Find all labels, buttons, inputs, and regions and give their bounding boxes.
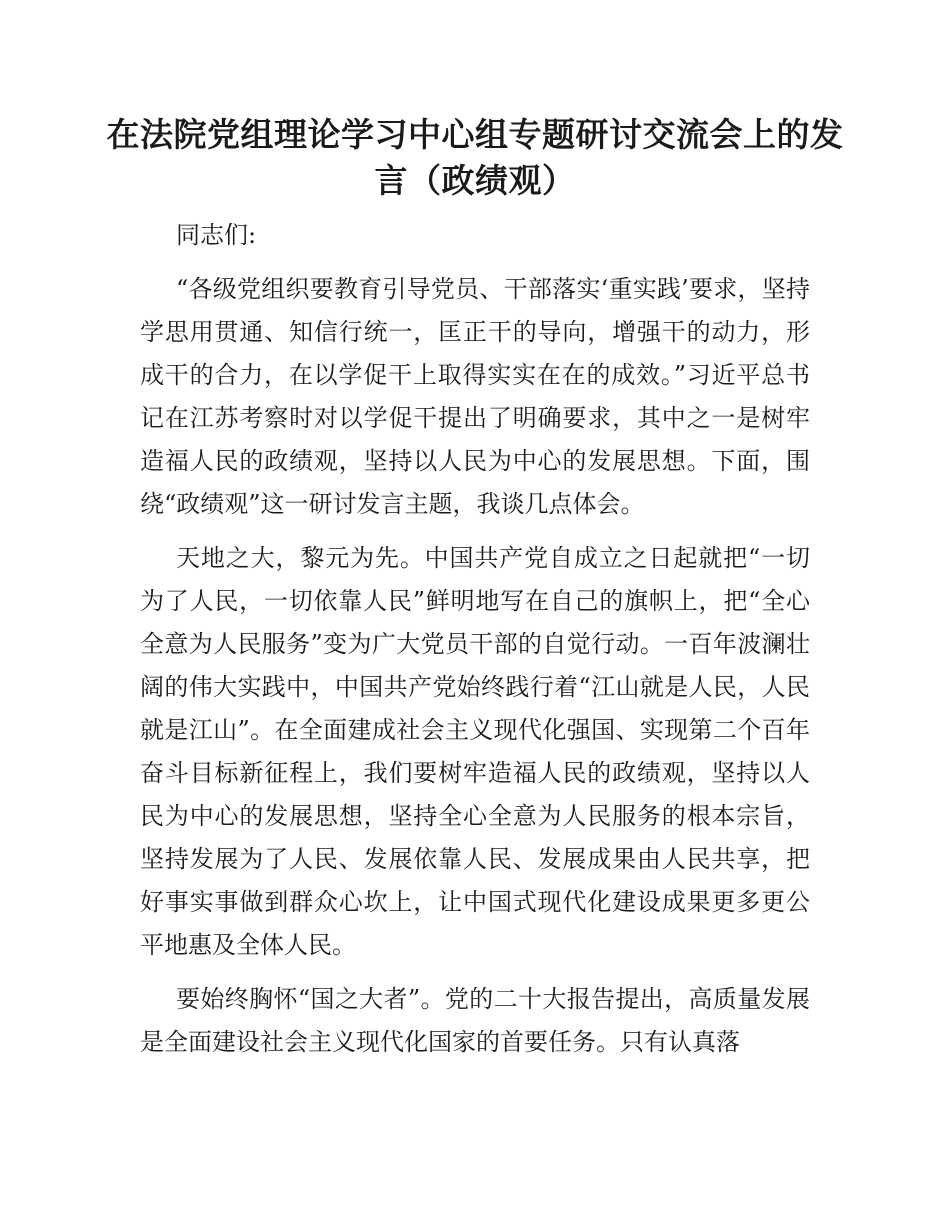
document-title: 在法院党组理论学习中心组专题研讨交流会上的发言（政绩观） <box>106 115 844 200</box>
paragraph-2: 天地之大，黎元为先。中国共产党自成立之日起就把“一切为了人民，一切依靠人民”鲜明地写在自己的旗帜上，把“全心全意为人民服务”变为广大党员干部的自觉行动。一百年波澜壮阔的伟大实践中，中国共产党始终践行着“江山就是人民，人民就是江山”。在全面建成社会主义现代化强国、实现第二个百年奋斗目标新征程上，我们要树牢造福人民的政绩观，坚持以人民为中心的发展思想，坚持全心全意为人民服务的根本宗旨，坚持发展为了人民、发展依靠人民、发展成果由人民共享，把好事实事做到群众心坎上，让中国式现代化建设成果更多更公平地惠及全体人民。 <box>140 544 810 959</box>
paragraph-1: “各级党组织要教育引导党员、干部落实‘重实践’要求，坚持学思用贯通、知信行统一，匡正干的导向，增强干的动力，形成干的合力，在以学促干上取得实实在在的成效。”习近平总书记在江苏考察时对以学促干提出了明确要求，其中之一是树牢造福人民的政绩观，坚持以人民为中心的发展思想。下面，围绕“政绩观”这一研讨发言主题，我谈几点体会。 <box>140 275 810 518</box>
paragraph-3: 要始终胸怀“国之大者”。党的二十大报告提出，高质量发展是全面建设社会主义现代化国家的首要任务。只有认真落 <box>140 985 810 1056</box>
salutation: 同志们: <box>176 221 257 249</box>
document-body <box>140 214 810 1064</box>
